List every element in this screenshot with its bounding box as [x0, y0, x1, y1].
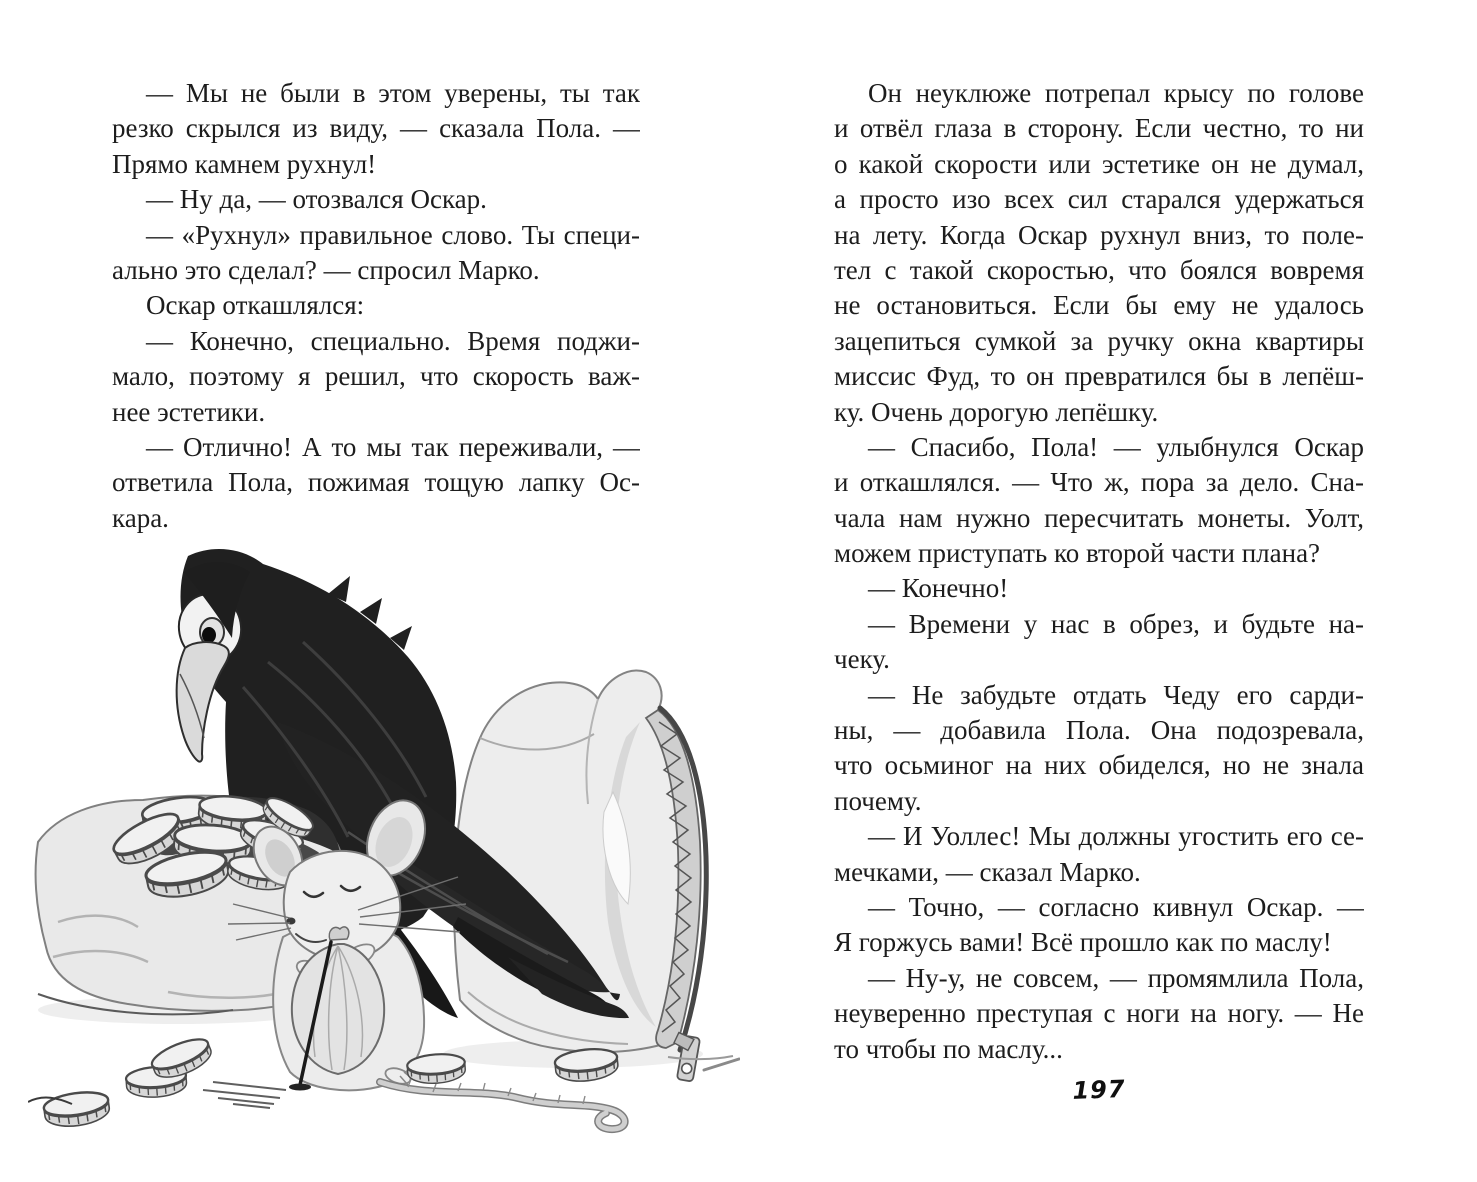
text-line: кара. — [112, 502, 169, 533]
text-line: Я горжусь вами! Всё прошло как по маслу! — [834, 927, 1332, 958]
text-line: то чтобы по маслу... — [834, 1033, 1063, 1064]
text-line: мечками, — сказал Марко. — [834, 856, 1141, 887]
page-number: 197 — [1071, 1075, 1127, 1105]
text-line: — Спасибо, Пола! — улыбнулся Оскар — [868, 431, 1364, 462]
text-line: — Не забудьте отдать Чеду его сарди- — [868, 679, 1364, 710]
text-line: на лету. Когда Оскар рухнул вниз, то поле- — [834, 219, 1364, 250]
text-line: и отвёл глаза в сторону. Если честно, то ни — [834, 113, 1364, 144]
text-line: резко скрылся из виду, — сказала Пола. — — [112, 113, 640, 144]
text-line: о какой скорости или эстетике он не думал, — [834, 148, 1364, 179]
ground-rod — [704, 1059, 739, 1070]
text-line: Оскар откашлялся: — [146, 290, 365, 321]
text-line: миссис Фуд, то он превратился бы в лепёш- — [834, 361, 1364, 392]
text-line: Он неуклюже потрепал крысу по голове — [868, 78, 1364, 108]
text-line: ны, — добавила Пола. Она подозревала, — [834, 715, 1364, 746]
text-line: неуверенно преступая с ноги на ногу. — Не — [834, 998, 1364, 1029]
text-line: мало, поэтому я решил, что скорость важ- — [112, 361, 640, 392]
text-line: — И Уоллес! Мы должны угостить его се- — [868, 821, 1364, 852]
text-line: зацепиться сумкой за ручку окна квартиры — [834, 325, 1364, 356]
text-line: — Ну да, — отозвался Оскар. — [146, 184, 487, 215]
text-line: — Мы не были в этом уверены, ты так — [146, 78, 640, 108]
text-line: — Времени у нас в обрез, и будьте на- — [868, 608, 1364, 639]
left-page-text — [112, 76, 640, 536]
text-line: нее эстетики. — [112, 396, 266, 427]
text-line: — Конечно! — [868, 573, 1009, 604]
text-line: тел с такой скоростью, что боялся вовремя — [834, 254, 1364, 285]
text-line: можем приступать ко второй части плана? — [834, 538, 1321, 569]
text-line: — Точно, — согласно кивнул Оскар. — — [868, 891, 1364, 922]
text-line: чеку. — [834, 644, 890, 675]
text-line: ответила Пола, пожимая тощую лапку Ос- — [112, 467, 640, 498]
text-line: — Ну-у, не совсем, — промямлила Пола, — [868, 962, 1364, 993]
text-line: чала нам нужно пересчитать монеты. Уолт, — [834, 502, 1364, 533]
text-line: — Отлично! А то мы так переживали, — — [146, 431, 640, 462]
illustration-crow-and-mouse — [28, 542, 740, 1154]
text-line: ально это сделал? — спросил Марко. — [112, 254, 540, 285]
text-line: почему. — [834, 785, 922, 816]
text-line: — «Рухнул» правильное слово. Ты специ- — [146, 219, 640, 250]
text-line: Прямо камнем рухнул! — [112, 148, 377, 179]
text-line: что осьминог на них обиделся, но не знала — [834, 750, 1364, 781]
text-line: ку. Очень дорогую лепёшку. — [834, 396, 1159, 427]
right-page-text — [834, 76, 1364, 1067]
text-line: — Конечно, специально. Время поджи- — [146, 325, 640, 356]
text-line: не остановиться. Если бы ему не удалось — [834, 290, 1364, 321]
mouse-tail — [380, 1079, 625, 1129]
text-line: а просто изо всех сил старался удержаться — [834, 184, 1364, 215]
crow-beak — [177, 642, 229, 762]
text-line: и откашлялся. — Что ж, пора за дело. Сна- — [834, 467, 1364, 498]
